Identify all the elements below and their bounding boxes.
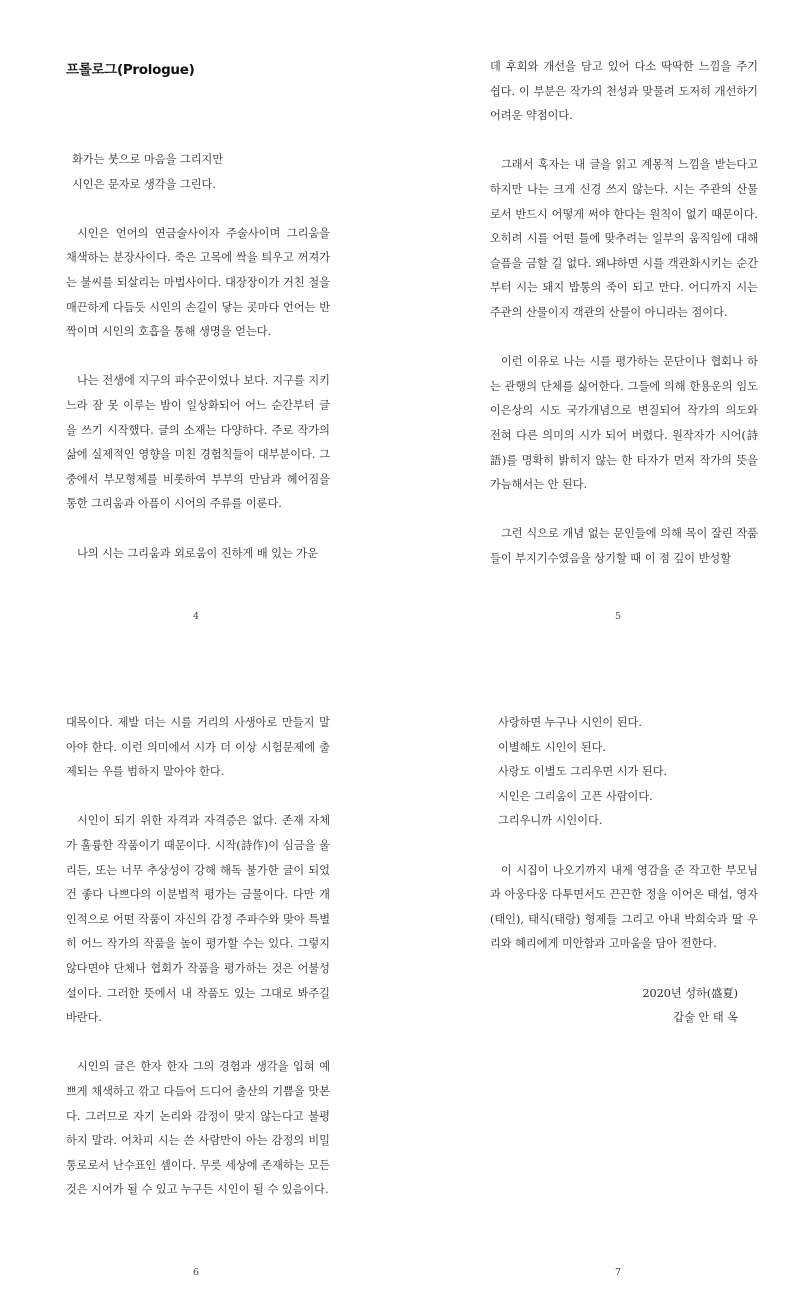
page-body bbox=[490, 55, 758, 571]
opening-poem bbox=[66, 148, 330, 197]
poem-line: 사랑하면 누구나 시인이 된다. bbox=[498, 716, 642, 729]
poem-line: 화가는 붓으로 마음을 그리지만 bbox=[72, 153, 224, 166]
paragraph: 나는 전생에 지구의 파수꾼이었나 보다. 지구를 지키느라 잠 못 이루는 밤이 일상화되어 어느 순간부터 글을 쓰기 시작했다. 글의 소재는 다양하다. 주로 작가의 삶에 실제적인 영향을 미친 경험칙들이 대부분이다. 그중에서 부모형제를 비롯하여 부부의 만남과 헤어짐을 통한 그리움과 아픔이 시어의 주류를 이룬다. bbox=[66, 374, 330, 511]
paragraph: 시인의 글은 한자 한자 그의 경험과 생각을 입혀 예쁘게 채색하고 깎고 다듬어 드디어 출산의 기쁨을 맛본다. 그러므로 자기 논리와 감정이 맞지 않는다고 불평하지 말라. 어차피 시는 쓴 사람만이 아는 감정의 비밀통로로서 난수표인 셈이다. 무릇 세상에 존재하는 모든 것은 시어가 될 수 있고 누구든 시인이 될 수 있음이다. bbox=[66, 1060, 330, 1197]
page-body bbox=[490, 711, 758, 1031]
paragraph: 시인이 되기 위한 자격과 자격증은 없다. 존재 자체가 훌륭한 작품이기 때문이다. 시작(詩作)이 심금을 울리든, 또는 너무 추상성이 강해 해독 불가한 글이 되었건 좋다 나쁘다의 이분법적 평가는 금물이다. 다만 개인적으로 어떤 작품이 자신의 감정 주파수와 맞아 특별히 어느 작가의 작품을 높이 평가할 수는 있다. 그렇지 않다면야 단체나 협회가 작품을 평가하는 것은 어불성설이다. 그러한 뜻에서 내 작품도 있는 그대로 봐주길 바란다. bbox=[66, 814, 330, 1025]
page-number: 7 bbox=[615, 1267, 622, 1278]
page-5 bbox=[405, 0, 810, 656]
page-body bbox=[66, 148, 330, 566]
paragraph: 대목이다. 제발 더는 시를 거리의 사생아로 만들지 말아야 한다. 이런 의미에서 시가 더 이상 시험문제에 출제되는 우를 범하지 말아야 한다. bbox=[66, 716, 330, 779]
paragraph: 이런 이유로 나는 시를 평가하는 문단이나 협회나 하는 관행의 단체를 싫어한다. 그들에 의해 한용운의 임도 이은상의 시도 국가개념으로 변질되어 작가의 의도와 전혀 다른 의미의 시가 되어 버렸다. 원작자가 시어(詩語)를 명확히 밝히지 않는 한 타자가 먼저 작가의 뜻을 가늠해서는 안 된다. bbox=[490, 355, 758, 492]
poem-line: 사랑도 이별도 그리우면 시가 된다. bbox=[498, 765, 668, 779]
paragraph: 그런 식으로 개념 없는 문인들에 의해 목이 잘린 작품들이 부지기수였음을 상기할 때 이 점 깊이 반성할 bbox=[490, 527, 758, 565]
paragraph: 시인은 언어의 연금술사이자 주술사이며 그리움을 채색하는 분장사이다. 죽은 고목에 싹을 틔우고 꺼져가는 불씨를 되살리는 마법사이다. 대장장이가 거친 철을 매끈하게 다듬듯 시인의 손길이 닿는 곳마다 언어는 반짝이며 시인의 호흡을 통해 생명을 얻는다. bbox=[66, 226, 330, 339]
signature-author: 갑술 안 태 옥 bbox=[673, 1011, 738, 1025]
page-number: 5 bbox=[615, 611, 622, 622]
signature-date: 2020년 성하(盛夏) bbox=[642, 986, 738, 1000]
poem-line: 시인은 문자로 생각을 그린다. bbox=[72, 177, 216, 191]
paragraph: 데 후회와 개선을 담고 있어 다소 딱딱한 느낌을 주기 쉽다. 이 부분은 작가의 천성과 맞물려 도저히 개선하기 어려운 약점이다. bbox=[490, 60, 758, 123]
closing-poem bbox=[490, 711, 758, 834]
poem-line: 시인은 그리움이 고픈 사람이다. bbox=[498, 789, 653, 803]
page-4 bbox=[0, 0, 405, 656]
paragraph: 나의 시는 그리움과 외로움이 진하게 배 있는 가운 bbox=[77, 546, 319, 560]
page-number: 6 bbox=[193, 1267, 200, 1278]
paragraph: 이 시집이 나오기까지 내게 영감을 준 작고한 부모님과 아웅다웅 다투면서도 끈끈한 정을 이어온 태섭, 영자(태인), 태식(태랑) 형제들 그리고 아내 박희숙과 딸 우리와 혜리에게 미안함과 고마움을 담아 전한다. bbox=[490, 863, 758, 951]
page-number: 4 bbox=[193, 611, 200, 622]
signature bbox=[490, 982, 758, 1031]
page-title: 프롤로그(Prologue) bbox=[66, 62, 195, 78]
poem-line: 그리우니까 시인이다. bbox=[498, 814, 603, 828]
paragraph: 그래서 혹자는 내 글을 읽고 계몽적 느낌을 받는다고 하지만 나는 크게 신경 쓰지 않는다. 시는 주관의 산물로서 반드시 어떻게 써야 한다는 원칙이 없기 때문이다. 오히려 시를 어떤 틀에 맞추려는 일부의 움직임에 대해 슬픔을 금할 길 없다. 왜냐하면 시를 객관화시키는 순간부터 시는 돼지 밥통의 죽이 되고 만다. 어디까지 시는 주관의 산물이지 객관의 산물이 아니라는 점이다. bbox=[490, 158, 758, 319]
page-6 bbox=[0, 656, 405, 1312]
poem-line: 이별해도 시인이 된다. bbox=[498, 740, 606, 754]
page-7 bbox=[405, 656, 810, 1312]
page-body bbox=[66, 711, 330, 1203]
